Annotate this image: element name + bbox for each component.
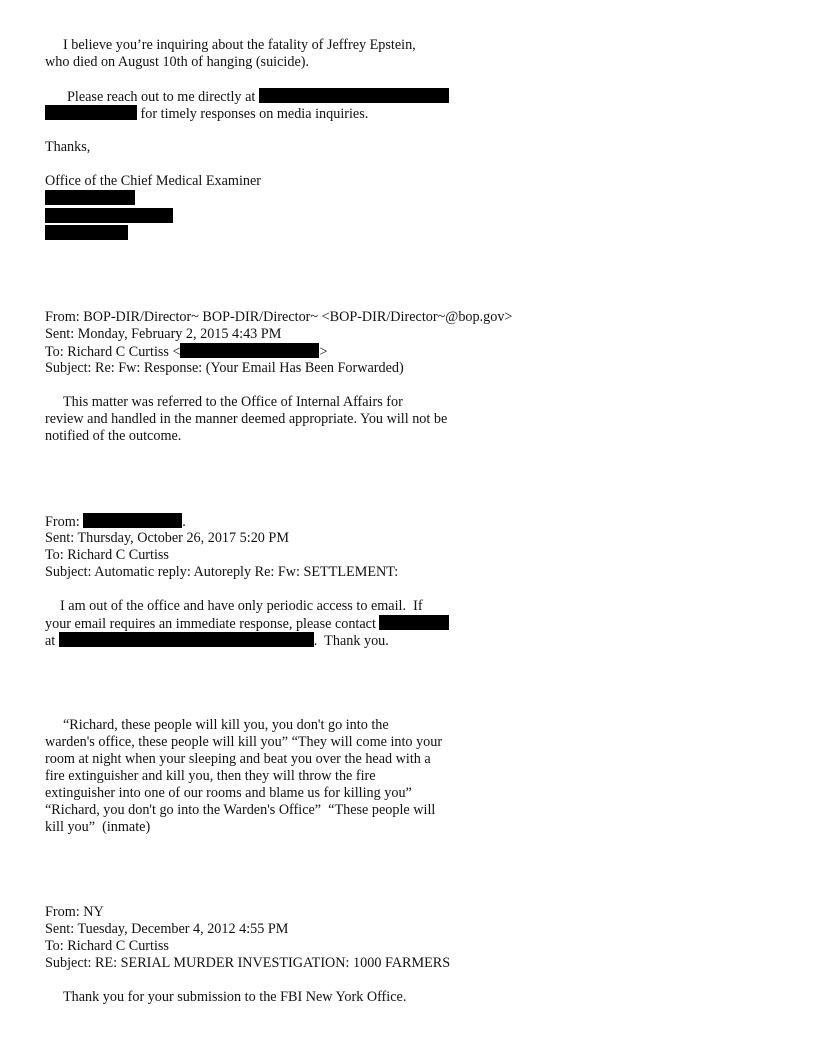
- email-from: [45, 513, 186, 530]
- redaction-bar: [45, 208, 173, 223]
- quote-line: room at night when your sleeping and beat you over the head with a: [45, 751, 431, 767]
- email-subject: Subject: Automatic reply: Autoreply Re: Fw: SETTLEMENT:: [45, 564, 399, 580]
- email-body-line: This matter was referred to the Office of Internal Affairs for: [63, 394, 403, 410]
- email-from: From: NY: [45, 904, 104, 920]
- redaction-bar: [45, 105, 137, 120]
- email-body-line: [45, 632, 389, 649]
- email-sent: Sent: Thursday, October 26, 2017 5:20 PM: [45, 530, 289, 546]
- email-body-line: notified of the outcome.: [45, 428, 182, 444]
- email-subject: Subject: RE: SERIAL MURDER INVESTIGATION: 1000 FARMERS: [45, 955, 451, 971]
- me-thanks: Thanks,: [45, 139, 91, 155]
- redaction-bar: [180, 343, 319, 358]
- quote-line: kill you” (inmate): [45, 819, 151, 835]
- email-to: [45, 343, 328, 360]
- email-from-suffix: .: [182, 514, 186, 530]
- email-subject: Subject: Re: Fw: Response: (Your Email Has Been Forwarded): [45, 360, 404, 376]
- email-to: To: Richard C Curtiss: [45, 938, 169, 954]
- email-body-text: . Thank you.: [313, 633, 389, 649]
- me-body-line: who died on August 10th of hanging (suicide).: [45, 54, 310, 70]
- redaction-bar: [45, 190, 135, 205]
- email-from: From: BOP-DIR/Director~ BOP-DIR/Director~ <BOP-DIR/Director~@bop.gov>: [45, 309, 513, 325]
- email-body-line: review and handled in the manner deemed appropriate. You will not be: [45, 411, 448, 427]
- me-body-line: I believe you’re inquiring about the fatality of Jeffrey Epstein,: [63, 37, 416, 53]
- email-body-line: I am out of the office and have only periodic access to email. If: [60, 598, 423, 614]
- me-signature: Office of the Chief Medical Examiner: [45, 173, 262, 189]
- redaction-bar: [45, 225, 128, 240]
- quote-line: “Richard, these people will kill you, you don't go into the: [63, 717, 389, 733]
- email-sent: Sent: Tuesday, December 4, 2012 4:55 PM: [45, 921, 289, 937]
- me-contact-suffix: for timely responses on media inquiries.: [140, 106, 369, 122]
- email-body-line: Thank you for your submission to the FBI New York Office.: [63, 989, 407, 1005]
- me-contact-line: [67, 88, 449, 105]
- email-sent: Sent: Monday, February 2, 2015 4:43 PM: [45, 326, 282, 342]
- quote-line: fire extinguisher and kill you, then they will throw the fire: [45, 768, 376, 784]
- email-to-suffix: >: [319, 344, 328, 360]
- redaction-bar: [59, 632, 314, 647]
- redaction-bar: [259, 88, 449, 103]
- quote-line: “Richard, you don't go into the Warden's Office” “These people will: [45, 802, 436, 818]
- me-contact-prefix: Please reach out to me directly at: [67, 89, 256, 105]
- redaction-bar: [379, 615, 449, 630]
- email-to-prefix: To: Richard C Curtiss <: [45, 344, 181, 360]
- quote-line: warden's office, these people will kill you” “They will come into your: [45, 734, 443, 750]
- email-to: To: Richard C Curtiss: [45, 547, 169, 563]
- email-body-text: at: [45, 633, 56, 649]
- redaction-bar: [83, 513, 182, 528]
- quote-line: extinguisher into one of our rooms and blame us for killing you”: [45, 785, 412, 801]
- email-from-prefix: From:: [45, 514, 80, 530]
- me-contact-line: [45, 105, 368, 122]
- email-body-text: your email requires an immediate response, please contact: [45, 616, 376, 632]
- email-body-line: [45, 615, 449, 632]
